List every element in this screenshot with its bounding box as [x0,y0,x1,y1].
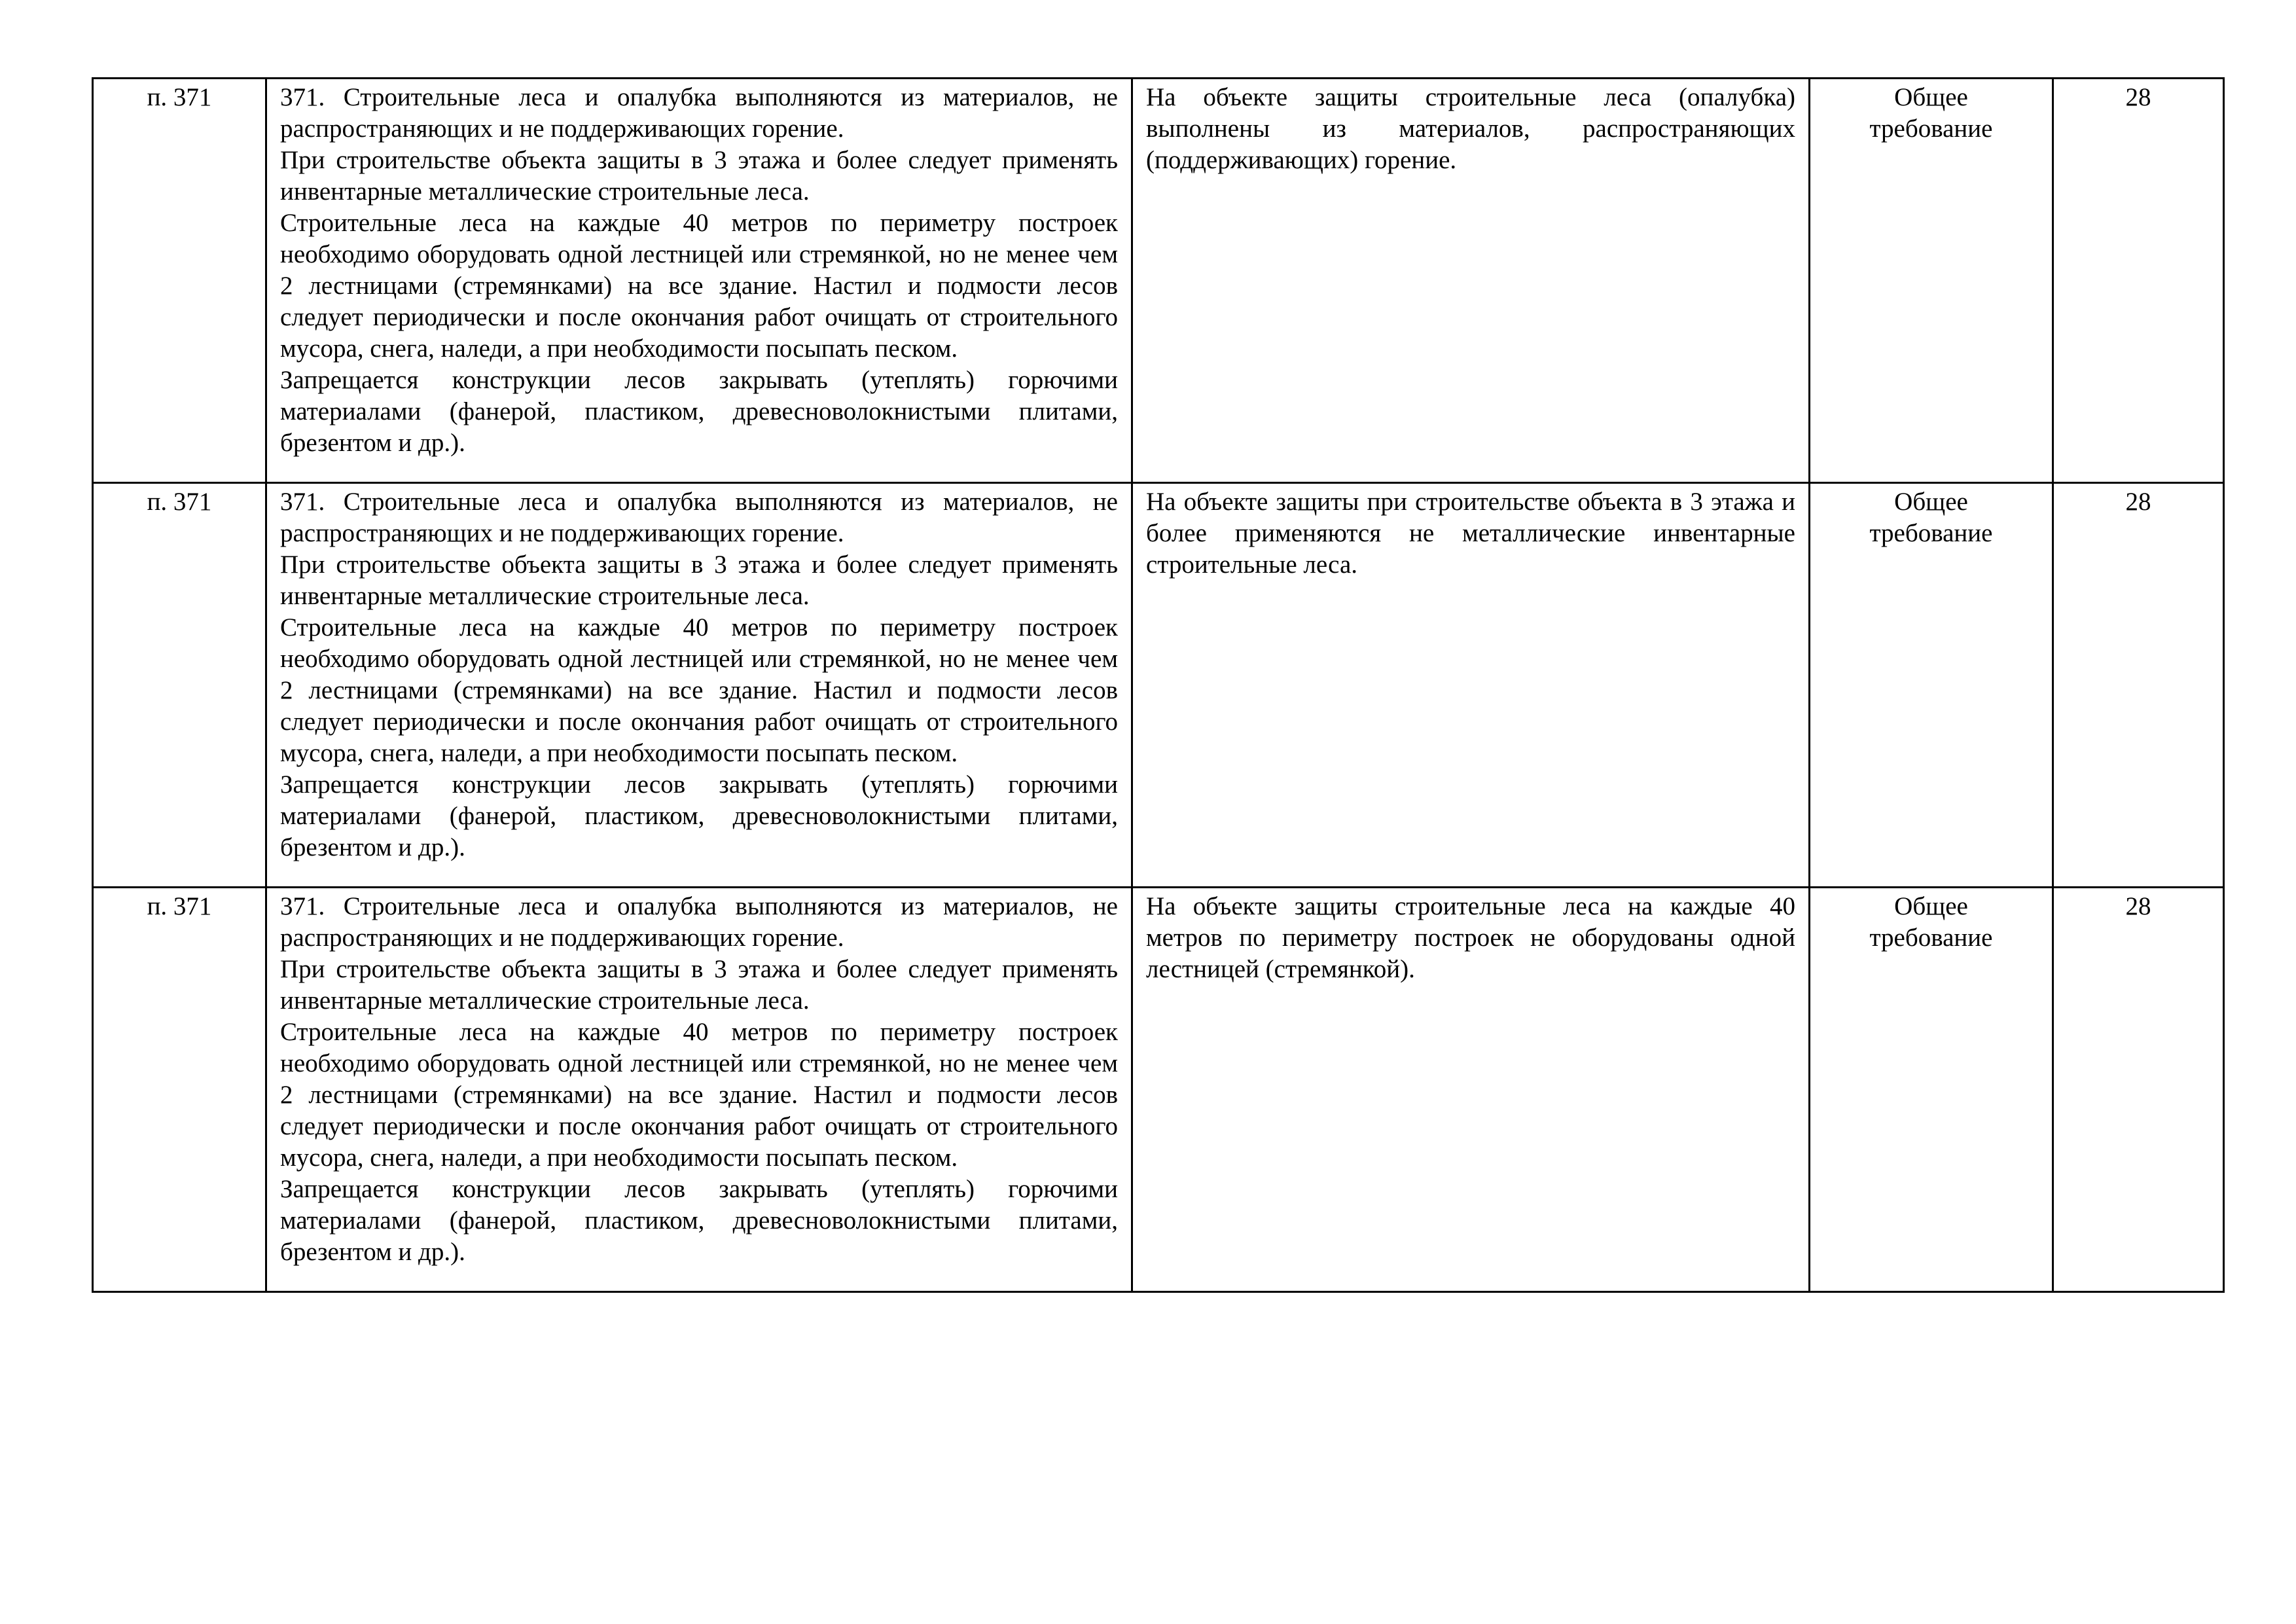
requirement-paragraph: Запрещается конструкции лесов закрывать (утеплять) горючими материалами (фанерой, пластиком, древесноволокнистыми плитами, брезентом и др.). [280,366,1118,457]
requirement-paragraph: 371. Строительные леса и опалубка выполняются из материалов, не распространяющих и не поддерживающих горение. [280,488,1118,547]
requirement-paragraph: 371. Строительные леса и опалубка выполняются из материалов, не распространяющих и не поддерживающих горение. [280,892,1118,952]
requirement-type-line: Общее [1894,83,1968,111]
clause-cell: п. 371 [93,888,266,1292]
clause-cell: п. 371 [93,483,266,888]
table-row [93,483,2224,888]
violation-cell: На объекте защиты при строительстве объекта в 3 этажа и более применяются не металлические инвентарные строительные леса. [1132,483,1810,888]
requirement-cell [266,888,1132,1292]
requirement-paragraph: Строительные леса на каждые 40 метров по периметру построек необходимо оборудовать одной лестницей или стремянкой, но не менее чем 2 лестницами (стремянками) на все здание. Настил и подмости лесов следует периодически и после окончания работ очищать от строительного мусора, снега, наледи, а при необходимости посыпать песком. [280,1018,1118,1172]
number-cell: 28 [2053,888,2224,1292]
violation-cell: На объекте защиты строительные леса на каждые 40 метров по периметру построек не оборудованы одной лестницей (стремянкой). [1132,888,1810,1292]
number-cell: 28 [2053,79,2224,483]
requirements-table [92,77,2225,1293]
clause-cell: п. 371 [93,79,266,483]
requirement-type-cell [1810,79,2053,483]
requirement-paragraph: Запрещается конструкции лесов закрывать (утеплять) горючими материалами (фанерой, пластиком, древесноволокнистыми плитами, брезентом и др.). [280,1175,1118,1266]
requirement-paragraph: При строительстве объекта защиты в 3 этажа и более следует применять инвентарные металлические строительные леса. [280,146,1118,206]
requirement-cell [266,483,1132,888]
requirement-paragraph: Строительные леса на каждые 40 метров по периметру построек необходимо оборудовать одной лестницей или стремянкой, но не менее чем 2 лестницами (стремянками) на все здание. Настил и подмости лесов следует периодически и после окончания работ очищать от строительного мусора, снега, наледи, а при необходимости посыпать песком. [280,209,1118,363]
requirement-type-line: Общее [1894,488,1968,516]
requirement-type-line: требование [1869,924,1993,952]
requirement-type-line: требование [1869,115,1993,143]
requirement-type-cell [1810,483,2053,888]
requirement-type-line: Общее [1894,892,1968,920]
requirement-type-cell [1810,888,2053,1292]
requirement-cell [266,79,1132,483]
requirement-paragraph: 371. Строительные леса и опалубка выполняются из материалов, не распространяющих и не поддерживающих горение. [280,83,1118,143]
requirement-paragraph: Запрещается конструкции лесов закрывать (утеплять) горючими материалами (фанерой, пластиком, древесноволокнистыми плитами, брезентом и др.). [280,770,1118,861]
requirement-paragraph: При строительстве объекта защиты в 3 этажа и более следует применять инвентарные металлические строительные леса. [280,955,1118,1015]
requirement-paragraph: При строительстве объекта защиты в 3 этажа и более следует применять инвентарные металлические строительные леса. [280,550,1118,610]
table-row [93,79,2224,483]
table-row [93,888,2224,1292]
requirement-type-line: требование [1869,519,1993,547]
number-cell: 28 [2053,483,2224,888]
requirement-paragraph: Строительные леса на каждые 40 метров по периметру построек необходимо оборудовать одной лестницей или стремянкой, но не менее чем 2 лестницами (стремянками) на все здание. Настил и подмости лесов следует периодически и после окончания работ очищать от строительного мусора, снега, наледи, а при необходимости посыпать песком. [280,613,1118,767]
violation-cell: На объекте защиты строительные леса (опалубка) выполнены из материалов, распространяющих (поддерживающих) горение. [1132,79,1810,483]
